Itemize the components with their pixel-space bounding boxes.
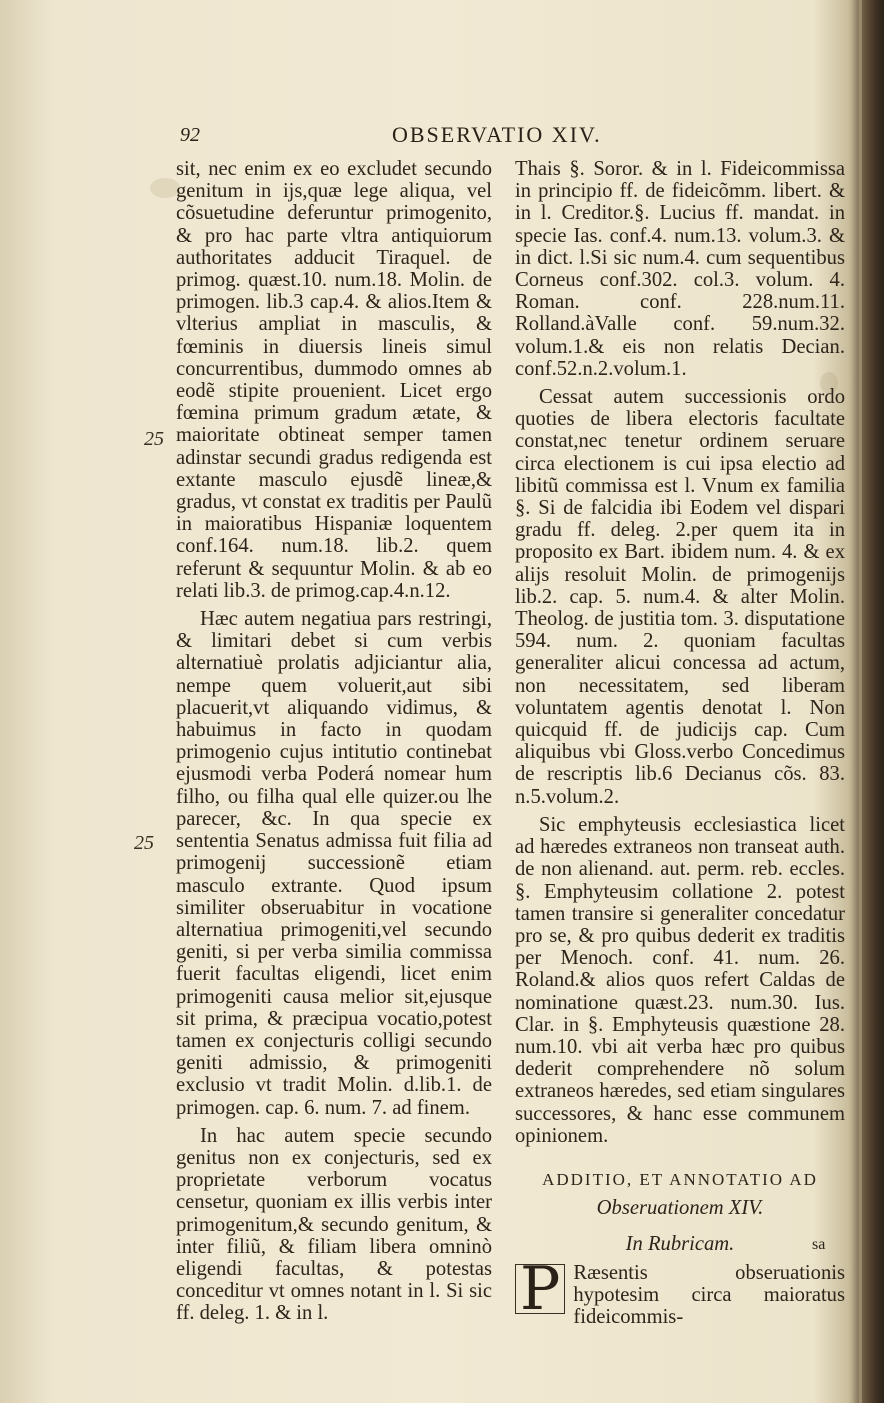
left-column bbox=[176, 158, 492, 1331]
opening-paragraph bbox=[515, 1253, 845, 1329]
addition-subtitle: Obseruationem XIV. bbox=[596, 1197, 764, 1220]
paragraph: Sic emphyteusis ecclesiastica licet ad hæredes extraneos non transeat auth. de non alienand. aut. perm. reb. eccles. §. Emphyteusim collatione 2. potest tamen transire si generaliter concedatur pro se, & pro quibus dederit ex traditis per Menoch. conf. 41. num. 26. Roland.& alios quos refert Caldas de nominatione quæst.23. num.30. Ius. Clar. in §. Emphyteusis quæstione 28. num.10. vbi ait verba hæc pro quibus dederit comprehendere nõ solum extraneos hæredes, sed etiam singulares successores, & hanc esse communem opinionem. bbox=[515, 813, 845, 1147]
page-header bbox=[180, 118, 830, 152]
page-number: 92 bbox=[180, 124, 200, 146]
rubric-heading: In Rubricam. bbox=[625, 1233, 735, 1256]
margin-number: 25 bbox=[144, 428, 164, 450]
paragraph: Hæc autem negatiua pars restringi, & limitari debet si cum verbis alternatiuè prolatis adjiciantur alia, nempe quem voluerit,aut sibi placuerit,vt aliquando vidimus, & habuimus in facto in quodam primogenio cujus intitutio continebat ejusmodi verba Poderá nomear hum filho, ou filha qual elle quizer.ou lhe parecer, &c. In qua specie ex sententia Senatus admissa fuit filia ad primogenij successionẽ etiam masculo extrante. Quod ipsum similiter obseruabitur in vocatione alternatiua primogeniti,vel secundo geniti, si per verba similia commissa fuerit facultas eligendi, licet enim primogeniti causa melior sit,ejusque sit prima, & præcipua vocatio,potest tamen ex conjecturis colligi secundo geniti admissio, & primogeniti exclusio vt tradit Molin. d.lib.1. de primogen. cap. 6. num. 7. ad finem. bbox=[176, 608, 492, 1119]
right-column bbox=[515, 158, 845, 1334]
addition-title: ADDITIO, ET ANNOTATIO AD bbox=[542, 1169, 818, 1189]
paragraph: In hac autem specie secundo genitus non ex conjecturis, sed ex proprietate verborum vocatus censetur, quoniam ex illis verbis inter primogenitum,& secundo genitum, & inter filiũ, & filiam libera omninò eligendi facultas, & potestas conceditur vt omnes notant in l. Si sic ff. deleg. 1. & in l. bbox=[176, 1124, 492, 1325]
paragraph: Cessat autem successionis ordo quoties de libera electoris facultate constat,nec tenetur ordinem seruare circa electionem is cui ipsa electio ad libitũ commissa est l. Vnum ex familia §. Si de falcidia ibi Eodem vel dispari gradu ff. deleg. 2.per quem ita in proposito ex Bart. ibidem num. 4. & ex alijs resoluit Molin. de primogenijs lib.2. cap. 5. num.4. & alter Molin. Theolog. de justitia tom. 3. disputatione 594. num. 2. quoniam facultas generaliter alicui concessa ad actum, non necessitatem, sed liberam voluntatem agentis denotat l. Non quicquid ff. de judicijs cap. Cum aliquibus vbi Gloss.verbo Concedimus de rescriptis lib.6 Decianus cõs. 83. n.5.volum.2. bbox=[515, 386, 845, 808]
binding-shadow bbox=[852, 0, 884, 1403]
paragraph: sit, nec enim ex eo excludet secundo genitum in ijs,quæ lege aliqua, vel cõsuetudine deferuntur primogenito, & pro hac parte vltra antiquiorum authoritates adducit Tiraquel. de primog. quæst.10. num.18. Molin. de primogen. lib.3 cap.4. & alios.Item & vlterius ampliat in masculis, & fœminis in diuersis lineis simul concurrentibus, dummodo omnes ab eodẽ stipite prouenient. Licet ergo fœmina primum gradum ætate, & maioritate obtineat semper tamen adinstar secundi gradus redigenda est extante masculo ejusdẽ lineæ,& gradus, vt constat ex traditis per Paulũ in maioratibus Hispaniæ loquentem conf.164. num.18. lib.2. quem referunt & sequuntur Molin. & ab eo relati lib.3. de primog.cap.4.n.12. bbox=[176, 158, 492, 602]
margin-number: 25 bbox=[134, 832, 154, 854]
running-head: OBSERVATIO XIV. bbox=[392, 122, 602, 147]
paragraph: Thais §. Soror. & in l. Fideicommissa in principio ff. de fideicõmm. libert. & in l. Creditor.§. Lucius ff. mandat. in specie Ias. conf.4. num.13. volum.3. & in dict. l.Si sic num.4. cum sequentibus Corneus conf.302. col.3. volum. 4. Roman. conf. 228.num.11. Rolland.àValle conf. 59.num.32. volum.1.& eis non relatis Decian. conf.52.n.2.volum.1. bbox=[515, 158, 845, 380]
catchword: sa bbox=[812, 1236, 826, 1253]
drop-cap: P bbox=[515, 1264, 565, 1314]
opening-text: Ræsentis obseruationis hypotesim circa maioratus fideicommis- bbox=[573, 1261, 845, 1328]
